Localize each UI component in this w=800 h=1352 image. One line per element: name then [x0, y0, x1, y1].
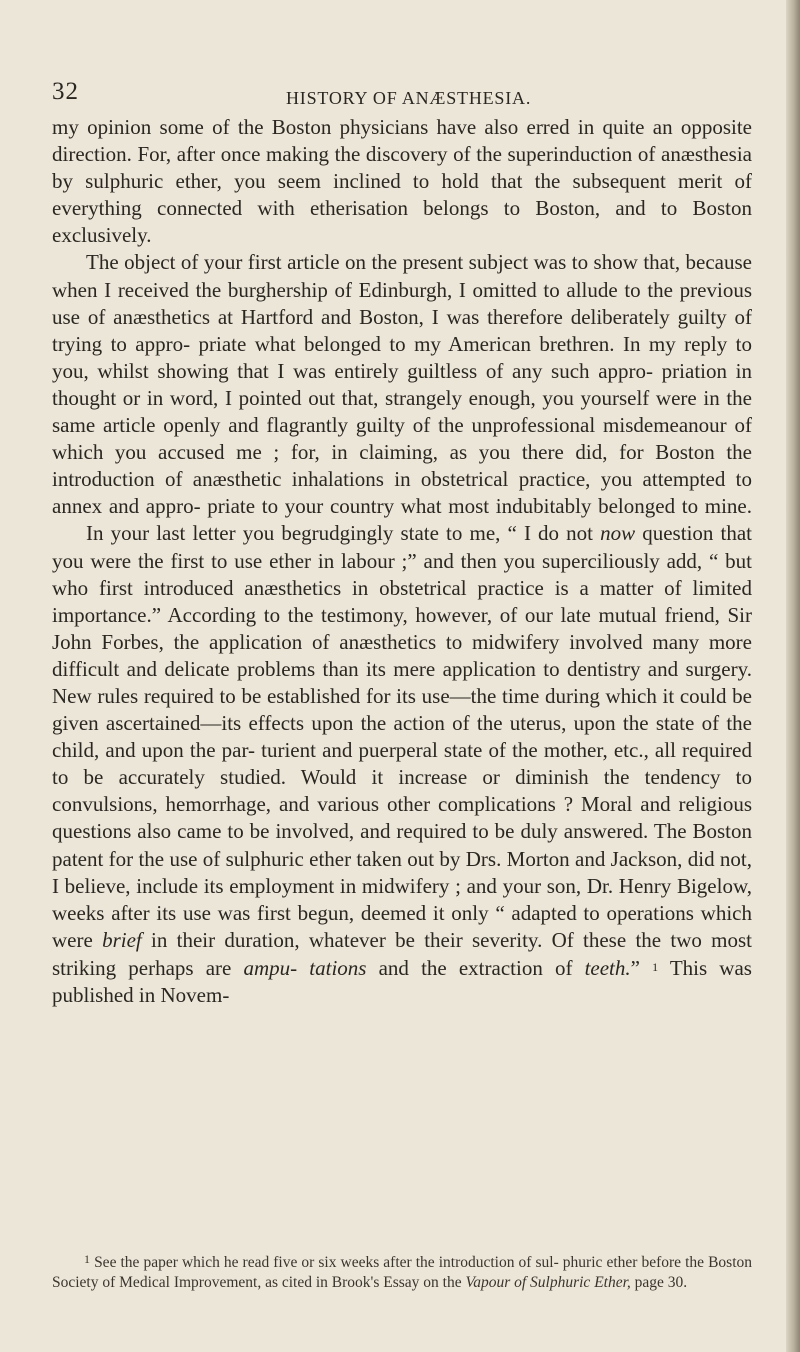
p3-emphasis-amputations: ampu- tations: [243, 955, 367, 980]
p3-emphasis-teeth: teeth.: [584, 955, 631, 980]
p3-text-3: in their duration, whatever be their severity. Of these the two most striking perhaps are: [52, 927, 752, 980]
paragraph-3: [52, 520, 752, 1009]
footnote-text: See the paper which he read five or six weeks after the introduction of sul- phuric ether before the Boston Society of Medical Improvement, as cited in Brook's Essay on the: [52, 1254, 753, 1291]
p3-emphasis-brief: brief: [102, 927, 142, 952]
paragraph-2: The object of your first article on the present subject was to show that, because when I received the burghership of Edinburgh, I omitted to allude to the previous use of anæsthetics at Hartford and Boston, I was therefore deliberately guilty of trying to appro- priate what belonged to my American brethren. In my reply to you, whilst showing that I was entirely guiltless of any such appro- priation in thought or in word, I pointed out that, strangely enough, you yourself were in the same article openly and flagrantly guilty of the unprofessional misdemeanour of which you accused me ; for, in claiming, as you there did, for Boston the introduction of anæsthetic inhalations in obstetrical practice, you attempted to annex and appro- priate to your country what most indubitably belonged to mine.: [52, 250, 752, 519]
footnote-title: Vapour of Sulphuric Ether,: [465, 1273, 631, 1291]
p3-text-6: This was published in Novem-: [52, 955, 752, 1007]
footnote: [52, 1250, 752, 1292]
p3-text-1: In your last letter you begrudgingly state to me, “ I do not: [86, 521, 601, 546]
p3-text-5: ”: [630, 955, 653, 980]
body-text: [52, 114, 752, 1009]
footnote-text-end: page 30.: [630, 1273, 688, 1291]
running-head: HISTORY OF ANÆSTHESIA.: [286, 88, 532, 108]
page-edge-shadow: [786, 0, 800, 1352]
page-header: [52, 78, 752, 118]
footnote-marker: 1: [84, 1252, 90, 1266]
p3-emphasis-now: now: [600, 521, 636, 546]
page-number: 32: [52, 78, 79, 105]
paragraph-1: my opinion some of the Boston physicians have also erred in quite an opposite direction. For, after once making the discovery of the superinduction of anæsthesia by sulphuric ether, you seem inclined to hold that the subsequent merit of everything connected with etherisation belongs to Boston, and to Boston exclusively.: [52, 115, 752, 248]
p3-text-4: and the extraction of: [366, 955, 585, 980]
footnote-reference[interactable]: 1: [652, 959, 659, 974]
p3-text-2: question that you were the first to use ether in labour ;” and then you superciliously add, “ but who first introduced anæsthetics in obstetrical practice is a matter of limited importance.” According to the testimony, however, of our late mutual friend, Sir John Forbes, the application of anæsthetics to midwifery involved many more difficult and delicate problems than its mere application to dentistry and surgery. New rules required to be established for its use—the time during which it could be given ascertained—its effects upon the action of the uterus, upon the state of the child, and upon the par- turient and puerperal state of the mother, etc., all required to be accurately studied. Would it increase or diminish the tendency to convulsions, hemorrhage, and various other complications ? Moral and religious questions also came to be involved, and required to be duly answered. The Boston patent for the use of sulphuric ether taken out by Drs. Morton and Jackson, did not, I believe, include its employment in midwifery ; and your son, Dr. Henry Bigelow, weeks after its use was first begun, deemed it only “ adapted to operations which were: [52, 521, 753, 952]
